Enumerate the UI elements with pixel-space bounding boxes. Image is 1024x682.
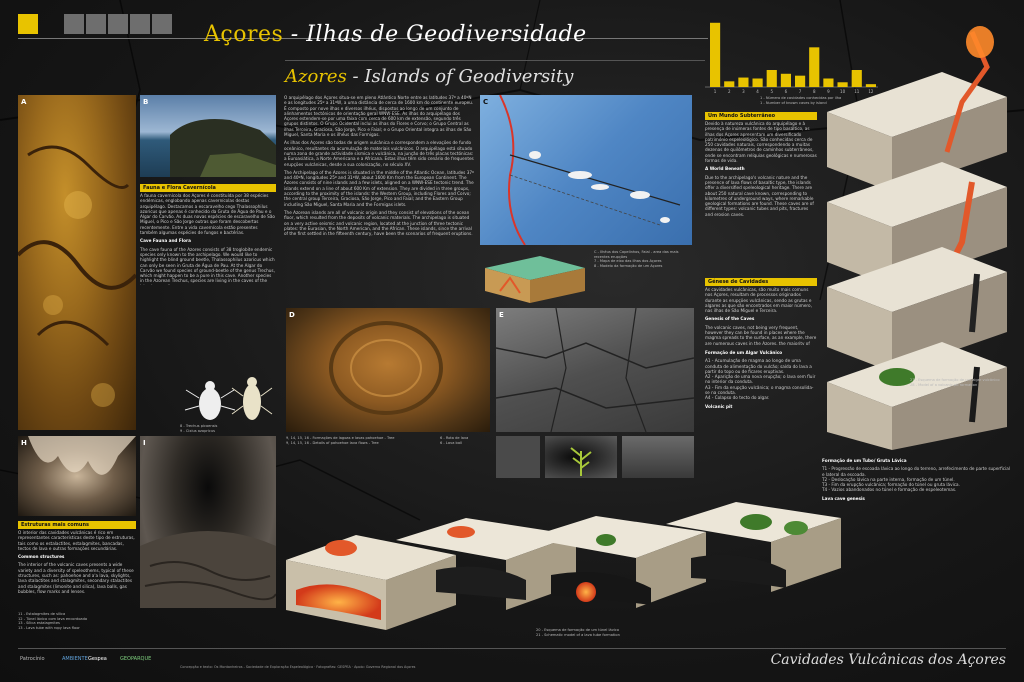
pit-steps: A1 - Acumulação de magma ao longo de uma conduta de alimentação do vulcão; saída do lava a partir do topo ou de ficares eruptivas. A2 - Aparição de uma nova erupção; o lava sem fluir no interior da conduta. A3 - Fim da erupção vulcânica; o magma consolida-se na conduta. A4 - Colapso do tecto do algar. (705, 358, 816, 401)
chart-bar (724, 81, 734, 87)
photo-stalactites (18, 436, 136, 516)
fern-shape (545, 436, 617, 478)
chart-tick-label: 6 (784, 89, 788, 94)
footer-logo-gespea: Gespea (88, 656, 107, 662)
intro-text (284, 95, 474, 293)
header-accent-square (18, 14, 38, 34)
footer-logo-geopark: GEOPARQUE (120, 656, 152, 662)
world-text-en: Due to the archipelago's volcanic nature and the presence of lava flows of basaltic type, the islands offer a diversified speleological heritage. There are about 250 natural cave known, corresponding to kilometres of underground ways, where remarkable geological formations are found. These caves are of different types: volcanic tubes and pits, fractures and erosion caves. (705, 174, 814, 217)
beetle-illustrations (180, 372, 276, 432)
genesis-text-pt: As cavidades vulcânicas, são muito mais comuns nos Açores, resultam de processos originados durante as erupções vulcânicas, sendo as grutas e algares as que são encontrados em maior número, nas ilhas de São Miguel e Terceira. (705, 287, 812, 314)
fauna-heading-en: Cave Fauna and Flora (140, 238, 191, 244)
chart-caption: 1 - Número de cavidades conhecidas por ilha 1 - Number of known caves by island (760, 96, 842, 105)
photo-lava-tube (140, 436, 276, 608)
chart-tick-label: 9 (827, 89, 830, 94)
panel-label: H (21, 439, 27, 447)
lava-tube-schematic (286, 480, 846, 646)
fauna-text-pt: A fauna cavernícola dos Açores é constituída por 38 espécies endémicas, englobando apenas cavernícolas destas arquipélago. Destacamos a escaravelho cego Thalassophilus azoricus que apenas é conhecido da Gruta de Água de Pau e o Algar do Carvão. As duas novas espécies de escaravelho de São Miguel, o Pico e São Jorge outras que foram descobertas recentemente. Entre a vida cavernícola estão presentes também algumas espécies de fungos e bactérias. (140, 193, 275, 236)
header-square (108, 14, 128, 34)
photo-lava-ball (286, 308, 490, 432)
chart-bar (795, 76, 805, 87)
structures-text (18, 530, 136, 610)
pit-block-4 (827, 342, 1007, 450)
chart-tick-label: 7 (798, 89, 802, 94)
intro-pt: O arquipélago dos Açores situa-se em pleno Atlântico Norte entre as latitudes 37º a 40ºN e as longitudes 25º a 31ºW, a uma distância de cerca de 1600 km do continente europeu. É composto por nove ilhas e diversos ilhéus, dispostos ao longo de um conjunto de alinhamentos tectónicos de orientação geral WNW-ESE. As ilhas do arquipélago dos Açores estendem-se por uma faixa com cerca de 600 km de extensão, segundo três grupos distintos. O Grupo Ocidental inclui as ilhas do Flores e Corvo; o Grupo Central as ilhas Terceira, Graciosa, São Jorge, Pico e Faial; e o Grupo Oriental integra as ilhas de São Miguel, Santa Maria e os ilhéus das Formigas. (284, 95, 474, 138)
lava-tube-text (822, 458, 1012, 608)
chart-bar (753, 79, 763, 88)
panel-label: E (499, 311, 504, 319)
world-text-pt: Devido à natureza vulcânica do arquipélago e à presença de inúmeras fontes de tipo basáltico, as ilhas dos Açores apresentam um diversificado património espeleológico. São conhecidas cerca de 250 cavidades naturais, correspondendo a muitas dezenas de quilómetros de caminhos subterrâneos, onde se encontram relíquias geológicas e numerosas formas de vida. (705, 121, 817, 164)
panel-label: B (143, 98, 149, 106)
photo-lava-surface (622, 436, 694, 478)
world-heading-en: A World Beneath (705, 166, 745, 172)
photo-sea-cliff (140, 95, 276, 177)
structures-caption: 11 - Estalagmites de sílica 12 - Túnel lávico com lava encordoada 13 - Sílica estalagmites 13 - Lava tube with ropy lava floor (18, 612, 88, 630)
cave-wall-texture (18, 95, 136, 430)
genesis-text-en: The volcanic caves, not being very frequent, however they can be found in places where the magma spreads to the surface, as an example, there are numerous caves in the Azores, the majority of (705, 324, 817, 345)
chart-tick-label: 2 (727, 89, 731, 94)
subtitle-divider (285, 60, 705, 61)
lava-tube-floor (140, 436, 276, 608)
section-heading-structures: Estruturas mais comuns (18, 521, 136, 529)
header-square (86, 14, 106, 34)
photo-pahoehoe (496, 308, 694, 432)
chart-tick-label: 5 (770, 89, 774, 94)
photo-cave-wall (18, 95, 136, 430)
tube-schematic-caption: 20 - Esquema de formação de um túnel lávico 21 - Schematic model of a lava tube formation (536, 628, 620, 637)
fauna-text (140, 193, 276, 285)
chart-bar (710, 23, 720, 87)
header-square (64, 14, 84, 34)
photo-rock-detail (496, 436, 540, 478)
lava-tube-steps: T1 - Progressão de escoada lávica ao longo do terreno, arrefecimento de parte superficial e lateral da escoada. T2 - Deslocação lávica na parte interna, formação de um túnel. T3 - Fim da erupção vulcânica; formação do túnel ou gruta lávica. T4 - Vazios abandonados no túnel e formação de espeleotemas. (822, 466, 1010, 493)
tube-caption: 9, 14, 15, 16 - Formações de lagoas e lavas pahoehoe - Tree 9, 14, 15, 16 - Details of pahoehoe lava flows - Tree (286, 436, 395, 445)
panel-label: I (143, 439, 146, 447)
pit-heading-en: Volcanic pit (705, 403, 733, 409)
structures-text-pt: O interior das cavidades vulcânicas é rico em representantes características deste tipo de estruturas, tais como os estalactites, estalagmites, bancadas, tectos de lava e outras formações secundárias. (18, 530, 135, 551)
panel-label: A (21, 98, 27, 106)
genesis-heading-en: Genesis of the Caves (705, 316, 755, 322)
pit-text (705, 350, 817, 470)
chart-tick-label: 11 (854, 89, 860, 94)
lava-tube-heading: Formação de um Tubo/ Gruta Lávica (822, 458, 907, 463)
poster-subtitle: Azores - Islands of Geodiversity (285, 66, 574, 87)
intro-en-2: The Azorean islands are all of volcanic origin and they consist of elevations of the ocean floor, which resulted from the deposits of volcanic materials. The archipelago is situated on a very active seismic and volcanic region, located at the junction of three tectonic plates: the Eurasian, the North American, and the African. These islands, since the arrival of the first settled in the fifteenth century, have been the scenarios of frequent eruptions. (284, 209, 473, 237)
stalactite-shapes (18, 436, 136, 516)
footer-logo-sponsor: Patrocínio (20, 656, 45, 662)
fauna-caption: 8 - Trechus picoensis 9 - Cixius azopricus (180, 424, 218, 433)
lava-ball-texture (286, 308, 490, 432)
panel-label: C (483, 98, 489, 106)
chart-bar (781, 74, 791, 87)
footer-title: Cavidades Vulcânicas dos Açores (770, 652, 1006, 668)
tectonic-map (480, 95, 692, 245)
cliff-shape (140, 95, 276, 177)
chart-bar (809, 47, 819, 87)
map-drawing (480, 95, 692, 245)
footer-credits: Concepção e texto: Os Montanheiros - Sociedade de Exploração Espeleológica · Fotografias: GESPEA · Apoio: Governo Regional dos Açores (180, 665, 416, 669)
section-heading-world: Um Mundo Subterrâneo (705, 112, 817, 120)
chart-tick-label: 1 (713, 89, 717, 94)
world-text (705, 121, 817, 271)
intro-pt-2: As ilhas dos Açores são todas de origem vulcânica e correspondem a elevações de fundo oceânico, resultantes da acumulação de materiais vulcânicos. O arquipélago está situado numa zona de grande actividade sísmica e vulcânica, na junção de três placas tectónicas: a Euroasiática, a Norte Americana e a Africana. Estas ilhas têm sido cenário de frequentes erupções vulcânicas, desde a sua colonização, no século XV. (284, 140, 474, 167)
footer-logo-ambiente: AMBIENTE (62, 656, 88, 662)
tube-block-1 (286, 535, 456, 630)
footer-divider (18, 648, 1006, 649)
header-square (152, 14, 172, 34)
pit-heading: Formação de um Algar Vulcânico (705, 350, 783, 355)
section-heading-genesis: Génese de Cavidades (705, 278, 817, 286)
fauna-text-en: The cave fauna of the Azores consists of 38 troglobite endemic species only known to the archipelago. We would like to highlight the blind ground beetle, Thalassophilus azoricus which can only be seen in Gruta de Água de Pau. At the Algar do Carvão we found species of ground-beetle of the genus Trechus, which might happen to be a pure in this cave. Another species in the Azorean Trechus, species are living in the caves of the (140, 246, 275, 284)
poster-title: Açores - Ilhas de Geodiversidade (204, 22, 587, 47)
pahoehoe-cracks (496, 308, 694, 432)
header-square (130, 14, 150, 34)
lava-tube-heading-en: Lava cave genesis (822, 495, 865, 501)
photo-cave-entrance (545, 436, 617, 478)
genesis-text (705, 287, 817, 345)
chart-bar (767, 70, 777, 87)
structures-text-en: The interior of the volcanic caves presents a wide variety and a diversity of speleothems, typical of these structures, such as: pahoehoe and a'a lava, skylights, lava stalactites and stalagmites, secondary stalactites and stalagmites (limonite and silica), lava balls, gas bubbles, flow marks and lenses. (18, 562, 134, 594)
chart-tick-label: 3 (742, 89, 745, 94)
tectonic-block-model (480, 248, 590, 306)
chart-tick-label: 4 (756, 89, 759, 94)
pit-caption: 27 - Esquema de formação de um algar vulcânico 28 - Model of a volcanic pit formation (910, 378, 1000, 387)
chart-tick-label: 8 (812, 89, 816, 94)
chart-tick-label: 12 (868, 89, 874, 94)
map-caption: C - Ilhéus dos Capelinhos, Faial - area das mais recentes erupções 7 - Mapa de eixo das ilhas dos Açores 8 - Modelo da formação de um Açores (594, 250, 679, 268)
structures-heading-en: Common structures (18, 554, 65, 560)
section-heading-fauna: Fauna e Flora Cavernícola (140, 184, 276, 192)
pit-block-1 (827, 26, 1007, 192)
panel-label: D (289, 311, 295, 319)
chart-tick-label: 10 (840, 89, 846, 94)
chart-bar (738, 78, 748, 87)
intro-en: The Archipelago of the Azores is situated in the middle of the Atlantic Ocean, latitudes 37º and 40ºN, longitudes 25º and 31ºW, about 1600 Km from the European Continent. The Azores consists of nine islands and a few islets, aligned on a WNW-ESE tectonic trend. The islands extend on a line of about 600 Km of extension. They are divided in three groups, according to the proximity of the islands: the Western Group, including Flores and Corvo; the central group Terceira, Graciosa, São Jorge, Pico and Faial; and the Eastern Group including São Miguel, Santa Maria and the Formigas islets. (284, 169, 474, 207)
rock-caption: 6 - Rota de lava 6 - Lava ball (440, 436, 469, 445)
